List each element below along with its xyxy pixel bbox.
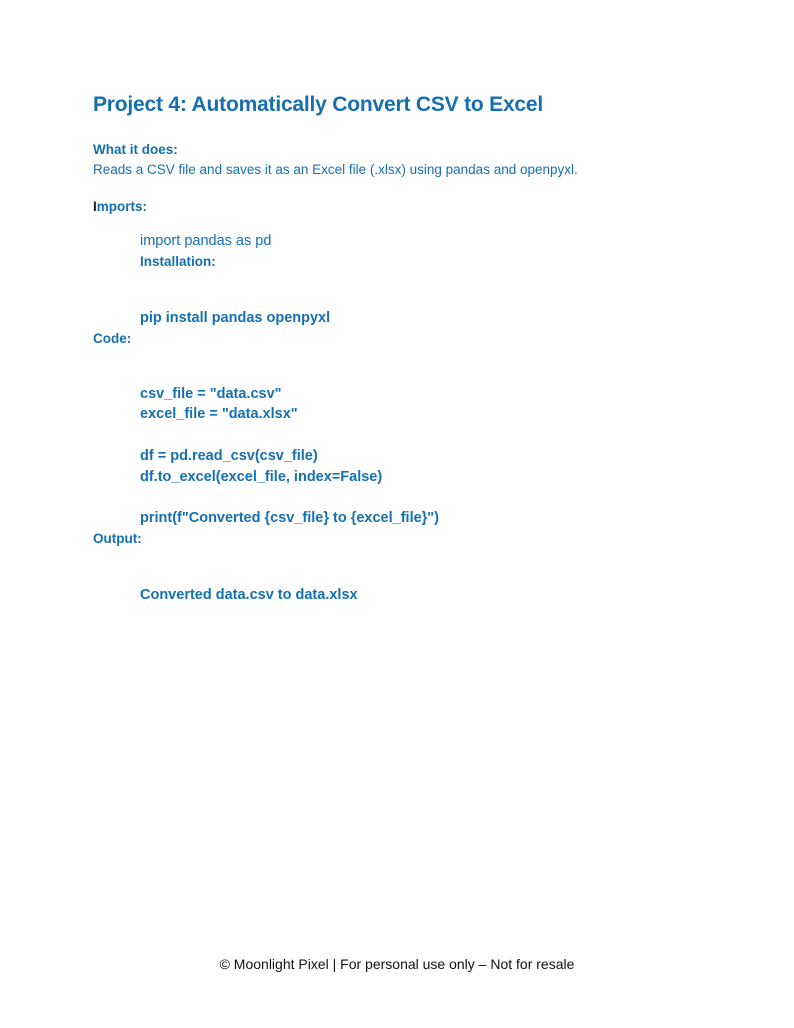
output-label: Output: (93, 531, 142, 546)
what-it-does-label: What it does: (93, 142, 178, 157)
output-text: Converted data.csv to data.xlsx (140, 587, 358, 603)
imports-label-first-letter: I (93, 199, 97, 214)
code-line: excel_file = "data.xlsx" (140, 406, 298, 422)
code-line: df = pd.read_csv(csv_file) (140, 448, 318, 464)
page-title: Project 4: Automatically Convert CSV to Excel (93, 93, 544, 116)
code-line: df.to_excel(excel_file, index=False) (140, 469, 383, 485)
code-line: print(f"Converted {csv_file} to {excel_file}") (140, 510, 440, 526)
installation-command: pip install pandas openpyxl (140, 310, 331, 326)
footer-copyright: © Moonlight Pixel | For personal use only – Not for resale (219, 956, 575, 972)
what-it-does-text: Reads a CSV file and saves it as an Excel file (.xlsx) using pandas and openpyxl. (93, 162, 578, 177)
installation-label: Installation: (140, 254, 216, 269)
code-line: csv_file = "data.csv" (140, 386, 282, 402)
imports-code: import pandas as pd (140, 233, 272, 249)
imports-label-rest: mports: (96, 199, 148, 214)
code-label: Code: (93, 331, 132, 346)
imports-label (93, 200, 147, 214)
